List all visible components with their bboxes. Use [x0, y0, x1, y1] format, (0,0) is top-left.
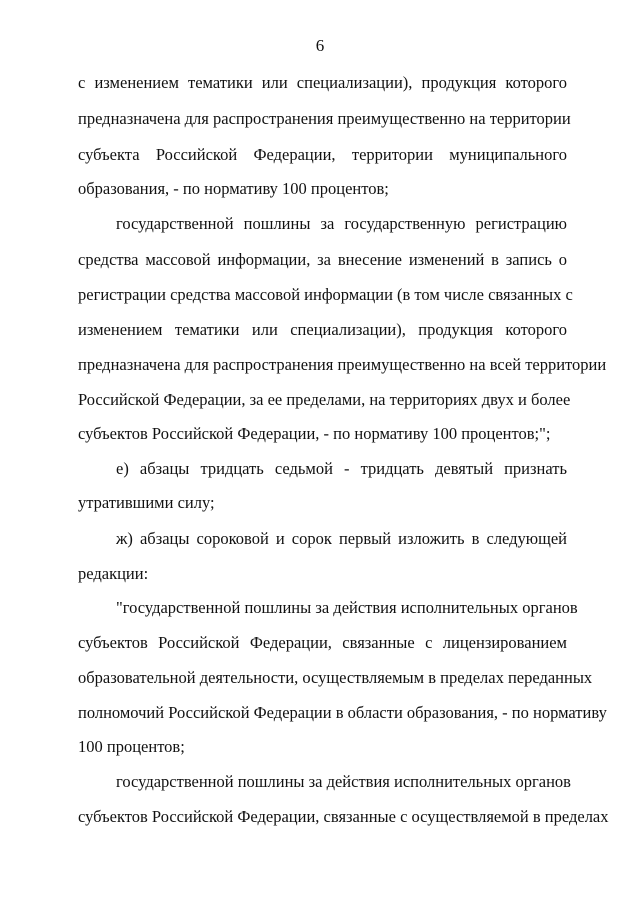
text-line: изменением тематики или специализации), продукция которого — [78, 320, 567, 339]
text-line: образования, - по нормативу 100 процентов; — [78, 179, 389, 198]
text-line: регистрации средства массовой информации (в том числе связанных с — [78, 285, 573, 304]
text-line: утратившими силу; — [78, 493, 215, 512]
text-line: средства массовой информации, за внесение изменений в запись о — [78, 250, 567, 269]
paragraph-first-line: "государственной пошлины за действия исполнительных органов — [116, 598, 578, 617]
text-line: с изменением тематики или специализации), продукция которого — [78, 73, 567, 92]
text-line: субъектов Российской Федерации, связанные с осуществляемой в пределах — [78, 807, 609, 826]
text-line: 100 процентов; — [78, 737, 185, 756]
text-line: предназначена для распространения преимущественно на всей территории — [78, 355, 607, 374]
text-line: Российской Федерации, за ее пределами, на территориях двух и более — [78, 390, 571, 409]
paragraph-first-line: государственной пошлины за государственную регистрацию — [116, 214, 567, 233]
text-line: предназначена для распространения преимущественно на территории — [78, 109, 571, 128]
paragraph-first-line: е) абзацы тридцать седьмой - тридцать девятый признать — [116, 459, 567, 478]
paragraph-first-line: государственной пошлины за действия исполнительных органов — [116, 772, 571, 791]
text-line: субъектов Российской Федерации, - по нормативу 100 процентов;"; — [78, 424, 551, 443]
text-line: полномочий Российской Федерации в области образования, - по нормативу — [78, 703, 607, 722]
text-line: образовательной деятельности, осуществляемым в пределах переданных — [78, 668, 593, 687]
text-line: субъектов Российской Федерации, связанные с лицензированием — [78, 633, 567, 652]
page-number: 6 — [315, 36, 325, 55]
text-line: субъекта Российской Федерации, территории муниципального — [78, 145, 567, 164]
text-line: редакции: — [78, 564, 149, 583]
paragraph-first-line: ж) абзацы сороковой и сорок первый изложить в следующей — [116, 529, 567, 548]
